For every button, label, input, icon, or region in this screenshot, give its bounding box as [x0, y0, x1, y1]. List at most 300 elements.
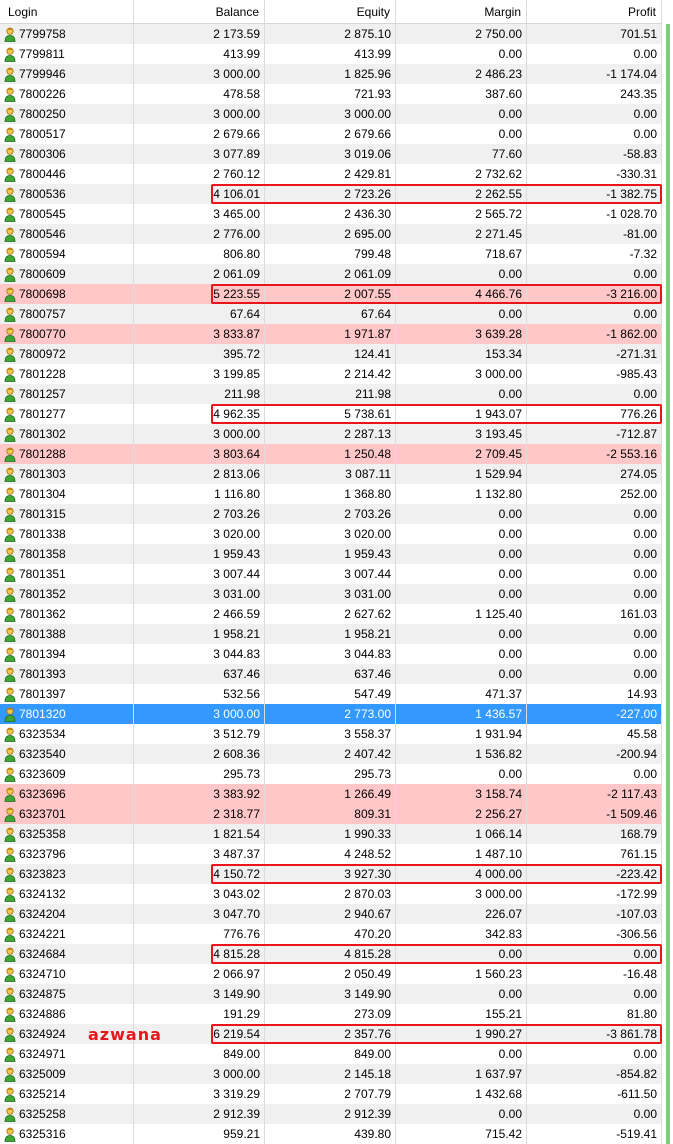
- cell-login: [0, 764, 134, 784]
- login-value: 7801304: [19, 487, 66, 501]
- table-row[interactable]: [0, 284, 662, 304]
- user-icon: [4, 626, 16, 642]
- cell-profit: -3 216.00: [527, 284, 662, 304]
- cell-margin: 2 732.62: [396, 164, 527, 184]
- login-value: 7800536: [19, 187, 66, 201]
- cell-margin: 4 000.00: [396, 864, 527, 884]
- login-value: 6324204: [19, 907, 66, 921]
- user-icon: [4, 1046, 16, 1062]
- login-value: 7801362: [19, 607, 66, 621]
- table-row[interactable]: [0, 164, 662, 184]
- table-header: [0, 0, 662, 24]
- cell-login: [0, 724, 134, 744]
- cell-profit: 776.26: [527, 404, 662, 424]
- cell-equity: 3 000.00: [265, 104, 396, 124]
- user-icon: [4, 706, 16, 722]
- cell-margin: 1 529.94: [396, 464, 527, 484]
- cell-login: [0, 1084, 134, 1104]
- cell-equity: 3 087.11: [265, 464, 396, 484]
- cell-equity: 1 990.33: [265, 824, 396, 844]
- cell-equity: 3 020.00: [265, 524, 396, 544]
- cell-login: [0, 544, 134, 564]
- cell-equity: 4 815.28: [265, 944, 396, 964]
- user-icon: [4, 1106, 16, 1122]
- column-header-login[interactable]: Login: [0, 0, 134, 23]
- cell-balance: 1 116.80: [134, 484, 265, 504]
- cell-equity: 2 912.39: [265, 1104, 396, 1124]
- table-row[interactable]: [0, 384, 662, 404]
- table-row[interactable]: [0, 1124, 662, 1144]
- user-icon: [4, 546, 16, 562]
- cell-equity: 439.80: [265, 1124, 396, 1144]
- cell-margin: 2 486.23: [396, 64, 527, 84]
- user-icon: [4, 266, 16, 282]
- cell-login: [0, 504, 134, 524]
- cell-equity: 2 695.00: [265, 224, 396, 244]
- cell-profit: -7.32: [527, 244, 662, 264]
- cell-profit: 81.80: [527, 1004, 662, 1024]
- user-icon: [4, 866, 16, 882]
- cell-equity: 2 357.76: [265, 1024, 396, 1044]
- cell-balance: 3 000.00: [134, 424, 265, 444]
- cell-profit: 0.00: [527, 104, 662, 124]
- user-icon: [4, 1126, 16, 1142]
- table-row[interactable]: [0, 864, 662, 884]
- cell-margin: 77.60: [396, 144, 527, 164]
- cell-profit: 0.00: [527, 1044, 662, 1064]
- table-row[interactable]: [0, 1084, 662, 1104]
- cell-login: [0, 564, 134, 584]
- table-row[interactable]: [0, 644, 662, 664]
- login-value: 7800250: [19, 107, 66, 121]
- table-row[interactable]: [0, 144, 662, 164]
- table-row[interactable]: [0, 304, 662, 324]
- cell-balance: 295.73: [134, 764, 265, 784]
- cell-margin: 0.00: [396, 1104, 527, 1124]
- cell-login: [0, 664, 134, 684]
- cell-login: [0, 604, 134, 624]
- table-row[interactable]: [0, 924, 662, 944]
- cell-login: [0, 644, 134, 664]
- login-value: 6323609: [19, 767, 66, 781]
- cell-balance: 3 512.79: [134, 724, 265, 744]
- login-value: 7801358: [19, 547, 66, 561]
- cell-profit: 0.00: [527, 664, 662, 684]
- cell-margin: 2 262.55: [396, 184, 527, 204]
- cell-profit: 0.00: [527, 1104, 662, 1124]
- cell-profit: -985.43: [527, 364, 662, 384]
- column-header-profit[interactable]: Profit: [527, 0, 662, 23]
- cell-balance: 3 077.89: [134, 144, 265, 164]
- table-row[interactable]: [0, 364, 662, 384]
- user-icon: [4, 1006, 16, 1022]
- user-icon: [4, 146, 16, 162]
- cell-profit: 0.00: [527, 644, 662, 664]
- table-row[interactable]: [0, 244, 662, 264]
- cell-profit: -854.82: [527, 1064, 662, 1084]
- cell-balance: 2 776.00: [134, 224, 265, 244]
- user-icon: [4, 966, 16, 982]
- cell-equity: 3 149.90: [265, 984, 396, 1004]
- cell-profit: -1 382.75: [527, 184, 662, 204]
- table-row[interactable]: [0, 604, 662, 624]
- table-row[interactable]: [0, 184, 662, 204]
- table-row[interactable]: [0, 24, 662, 44]
- table-row[interactable]: [0, 504, 662, 524]
- cell-equity: 809.31: [265, 804, 396, 824]
- cell-margin: 1 637.97: [396, 1064, 527, 1084]
- table-row[interactable]: [0, 104, 662, 124]
- table-row[interactable]: [0, 944, 662, 964]
- cell-equity: 4 248.52: [265, 844, 396, 864]
- table-row[interactable]: [0, 1104, 662, 1124]
- cell-equity: 1 368.80: [265, 484, 396, 504]
- cell-margin: 2 565.72: [396, 204, 527, 224]
- cell-login: [0, 884, 134, 904]
- cell-balance: 4 962.35: [134, 404, 265, 424]
- user-icon: [4, 306, 16, 322]
- login-value: 7800545: [19, 207, 66, 221]
- cell-equity: 849.00: [265, 1044, 396, 1064]
- cell-profit: -223.42: [527, 864, 662, 884]
- login-value: 6323696: [19, 787, 66, 801]
- table-row[interactable]: [0, 664, 662, 684]
- table-row[interactable]: [0, 884, 662, 904]
- table-row[interactable]: [0, 744, 662, 764]
- login-value: 6324875: [19, 987, 66, 1001]
- login-value: 6325358: [19, 827, 66, 841]
- table-row[interactable]: [0, 44, 662, 64]
- user-icon: [4, 846, 16, 862]
- table-row[interactable]: [0, 64, 662, 84]
- user-icon: [4, 726, 16, 742]
- login-value: 7800757: [19, 307, 66, 321]
- cell-margin: 155.21: [396, 1004, 527, 1024]
- login-value: 7800594: [19, 247, 66, 261]
- cell-profit: -306.56: [527, 924, 662, 944]
- cell-equity: 1 825.96: [265, 64, 396, 84]
- cell-balance: 3 047.70: [134, 904, 265, 924]
- cell-balance: 191.29: [134, 1004, 265, 1024]
- login-value: 7801351: [19, 567, 66, 581]
- login-value: 6324971: [19, 1047, 66, 1061]
- cell-margin: 1 487.10: [396, 844, 527, 864]
- table-row[interactable]: [0, 784, 662, 804]
- login-value: 6324924: [19, 1027, 66, 1041]
- cell-equity: 2 007.55: [265, 284, 396, 304]
- table-row[interactable]: [0, 904, 662, 924]
- cell-margin: 1 132.80: [396, 484, 527, 504]
- cell-equity: 2 050.49: [265, 964, 396, 984]
- cell-equity: 2 627.62: [265, 604, 396, 624]
- user-icon: [4, 826, 16, 842]
- cell-margin: 3 000.00: [396, 884, 527, 904]
- login-value: 7801228: [19, 367, 66, 381]
- cell-login: [0, 264, 134, 284]
- table-row[interactable]: [0, 624, 662, 644]
- user-icon: [4, 766, 16, 782]
- cell-balance: 2 066.97: [134, 964, 265, 984]
- cell-login: [0, 104, 134, 124]
- column-header-equity[interactable]: Equity: [265, 0, 396, 23]
- login-value: 7799758: [19, 27, 66, 41]
- cell-equity: 3 007.44: [265, 564, 396, 584]
- user-icon: [4, 126, 16, 142]
- table-row[interactable]: [0, 764, 662, 784]
- cell-login: [0, 144, 134, 164]
- table-row[interactable]: [0, 684, 662, 704]
- cell-margin: 0.00: [396, 1044, 527, 1064]
- table-row[interactable]: [0, 224, 662, 244]
- cell-login: [0, 844, 134, 864]
- user-icon: [4, 1066, 16, 1082]
- table-row[interactable]: [0, 964, 662, 984]
- table-row[interactable]: [0, 984, 662, 1004]
- column-header-margin[interactable]: Margin: [396, 0, 527, 23]
- table-row[interactable]: [0, 584, 662, 604]
- cell-margin: 0.00: [396, 664, 527, 684]
- cell-margin: 1 536.82: [396, 744, 527, 764]
- cell-balance: 776.76: [134, 924, 265, 944]
- table-row[interactable]: [0, 564, 662, 584]
- cell-margin: 718.67: [396, 244, 527, 264]
- cell-login: [0, 424, 134, 444]
- login-value: 7801277: [19, 407, 66, 421]
- cell-equity: 3 927.30: [265, 864, 396, 884]
- login-value: 7800770: [19, 327, 66, 341]
- cell-profit: 243.35: [527, 84, 662, 104]
- table-row[interactable]: [0, 824, 662, 844]
- login-value: 6323534: [19, 727, 66, 741]
- cell-profit: 0.00: [527, 44, 662, 64]
- user-icon: [4, 346, 16, 362]
- login-value: 7801388: [19, 627, 66, 641]
- cell-balance: 2 813.06: [134, 464, 265, 484]
- table-row[interactable]: [0, 1044, 662, 1064]
- table-row[interactable]: [0, 404, 662, 424]
- cell-login: [0, 784, 134, 804]
- cell-login: [0, 524, 134, 544]
- table-row[interactable]: [0, 124, 662, 144]
- cell-profit: -1 862.00: [527, 324, 662, 344]
- cell-profit: -107.03: [527, 904, 662, 924]
- table-row[interactable]: [0, 204, 662, 224]
- cell-balance: 3 000.00: [134, 64, 265, 84]
- cell-login: [0, 1064, 134, 1084]
- cell-margin: 0.00: [396, 944, 527, 964]
- login-value: 7801303: [19, 467, 66, 481]
- cell-equity: 2 407.42: [265, 744, 396, 764]
- cell-margin: 1 125.40: [396, 604, 527, 624]
- cell-profit: -3 861.78: [527, 1024, 662, 1044]
- cell-balance: 1 958.21: [134, 624, 265, 644]
- cell-profit: -712.87: [527, 424, 662, 444]
- table-row[interactable]: [0, 84, 662, 104]
- user-icon: [4, 986, 16, 1002]
- user-icon: [4, 606, 16, 622]
- user-icon: [4, 666, 16, 682]
- cell-profit: 0.00: [527, 944, 662, 964]
- login-value: 7799946: [19, 67, 66, 81]
- cell-balance: 3 383.92: [134, 784, 265, 804]
- cell-equity: 5 738.61: [265, 404, 396, 424]
- cell-login: [0, 404, 134, 424]
- table-row[interactable]: [0, 704, 662, 724]
- cell-profit: 0.00: [527, 584, 662, 604]
- table-row[interactable]: [0, 464, 662, 484]
- cell-profit: -227.00: [527, 704, 662, 724]
- cell-equity: 2 940.67: [265, 904, 396, 924]
- table-row[interactable]: [0, 524, 662, 544]
- cell-balance: 3 043.02: [134, 884, 265, 904]
- cell-equity: 67.64: [265, 304, 396, 324]
- cell-balance: 2 679.66: [134, 124, 265, 144]
- cell-balance: 67.64: [134, 304, 265, 324]
- annotation-label: azwana: [88, 1025, 162, 1044]
- table-row[interactable]: [0, 804, 662, 824]
- cell-profit: 0.00: [527, 524, 662, 544]
- login-value: 7801257: [19, 387, 66, 401]
- user-icon: [4, 786, 16, 802]
- user-icon: [4, 1026, 16, 1042]
- cell-balance: 3 000.00: [134, 1064, 265, 1084]
- login-value: 7800972: [19, 347, 66, 361]
- cell-margin: 342.83: [396, 924, 527, 944]
- cell-balance: 2 318.77: [134, 804, 265, 824]
- cell-login: [0, 1004, 134, 1024]
- cell-equity: 2 679.66: [265, 124, 396, 144]
- cell-balance: 5 223.55: [134, 284, 265, 304]
- login-value: 7799811: [19, 47, 65, 61]
- table-row[interactable]: [0, 484, 662, 504]
- login-value: 7801288: [19, 447, 66, 461]
- cell-login: [0, 84, 134, 104]
- cell-login: [0, 964, 134, 984]
- login-value: 7800698: [19, 287, 66, 301]
- table-row[interactable]: [0, 324, 662, 344]
- user-icon: [4, 206, 16, 222]
- cell-login: [0, 24, 134, 44]
- cell-margin: 0.00: [396, 584, 527, 604]
- cell-balance: 4 150.72: [134, 864, 265, 884]
- cell-balance: 806.80: [134, 244, 265, 264]
- table-row[interactable]: [0, 424, 662, 444]
- cell-margin: 153.34: [396, 344, 527, 364]
- cell-profit: 168.79: [527, 824, 662, 844]
- cell-margin: 2 750.00: [396, 24, 527, 44]
- cell-margin: 0.00: [396, 984, 527, 1004]
- cell-margin: 471.37: [396, 684, 527, 704]
- login-value: 6323796: [19, 847, 66, 861]
- cell-login: [0, 704, 134, 724]
- cell-login: [0, 364, 134, 384]
- cell-profit: -1 028.70: [527, 204, 662, 224]
- table-row[interactable]: [0, 1064, 662, 1084]
- cell-login: [0, 324, 134, 344]
- login-value: 6325258: [19, 1107, 66, 1121]
- cell-margin: 4 466.76: [396, 284, 527, 304]
- table-body: [0, 24, 662, 1144]
- cell-balance: 1 959.43: [134, 544, 265, 564]
- table-row[interactable]: [0, 264, 662, 284]
- cell-equity: 2 061.09: [265, 264, 396, 284]
- cell-balance: 6 219.54: [134, 1024, 265, 1044]
- cell-equity: 3 031.00: [265, 584, 396, 604]
- cell-login: [0, 584, 134, 604]
- cell-margin: 1 432.68: [396, 1084, 527, 1104]
- cell-login: [0, 1104, 134, 1124]
- cell-equity: 721.93: [265, 84, 396, 104]
- user-icon: [4, 426, 16, 442]
- cell-equity: 2 429.81: [265, 164, 396, 184]
- cell-equity: 2 875.10: [265, 24, 396, 44]
- user-icon: [4, 226, 16, 242]
- cell-equity: 2 870.03: [265, 884, 396, 904]
- cell-equity: 1 958.21: [265, 624, 396, 644]
- login-value: 7800226: [19, 87, 66, 101]
- table-row[interactable]: [0, 544, 662, 564]
- cell-equity: 3 044.83: [265, 644, 396, 664]
- cell-login: [0, 44, 134, 64]
- cell-equity: 295.73: [265, 764, 396, 784]
- table-row[interactable]: [0, 344, 662, 364]
- cell-margin: 0.00: [396, 104, 527, 124]
- user-icon: [4, 286, 16, 302]
- cell-profit: -611.50: [527, 1084, 662, 1104]
- cell-margin: 0.00: [396, 544, 527, 564]
- user-icon: [4, 106, 16, 122]
- cell-margin: 0.00: [396, 304, 527, 324]
- login-value: 6323701: [19, 807, 66, 821]
- cell-equity: 2 723.26: [265, 184, 396, 204]
- cell-balance: 849.00: [134, 1044, 265, 1064]
- cell-margin: 0.00: [396, 384, 527, 404]
- cell-login: [0, 124, 134, 144]
- cell-profit: -271.31: [527, 344, 662, 364]
- table-row[interactable]: [0, 1004, 662, 1024]
- cell-profit: 161.03: [527, 604, 662, 624]
- cell-login: [0, 204, 134, 224]
- cell-balance: 4 106.01: [134, 184, 265, 204]
- cell-balance: 395.72: [134, 344, 265, 364]
- cell-margin: 1 943.07: [396, 404, 527, 424]
- cell-profit: -16.48: [527, 964, 662, 984]
- login-value: 6325009: [19, 1067, 66, 1081]
- user-icon: [4, 946, 16, 962]
- cell-profit: -1 509.46: [527, 804, 662, 824]
- login-value: 7801315: [19, 507, 66, 521]
- cell-login: [0, 464, 134, 484]
- right-edge: [662, 0, 673, 1144]
- cell-login: [0, 444, 134, 464]
- login-value: 6324886: [19, 1007, 66, 1021]
- cell-equity: 1 266.49: [265, 784, 396, 804]
- table-row[interactable]: [0, 444, 662, 464]
- cell-equity: 799.48: [265, 244, 396, 264]
- cell-margin: 0.00: [396, 764, 527, 784]
- user-icon: [4, 386, 16, 402]
- cell-balance: 637.46: [134, 664, 265, 684]
- cell-login: [0, 484, 134, 504]
- table-row[interactable]: [0, 844, 662, 864]
- column-header-balance[interactable]: Balance: [134, 0, 265, 23]
- table-row[interactable]: [0, 724, 662, 744]
- cell-margin: 3 193.45: [396, 424, 527, 444]
- cell-margin: 0.00: [396, 564, 527, 584]
- cell-login: [0, 64, 134, 84]
- cell-margin: 2 256.27: [396, 804, 527, 824]
- cell-balance: 2 703.26: [134, 504, 265, 524]
